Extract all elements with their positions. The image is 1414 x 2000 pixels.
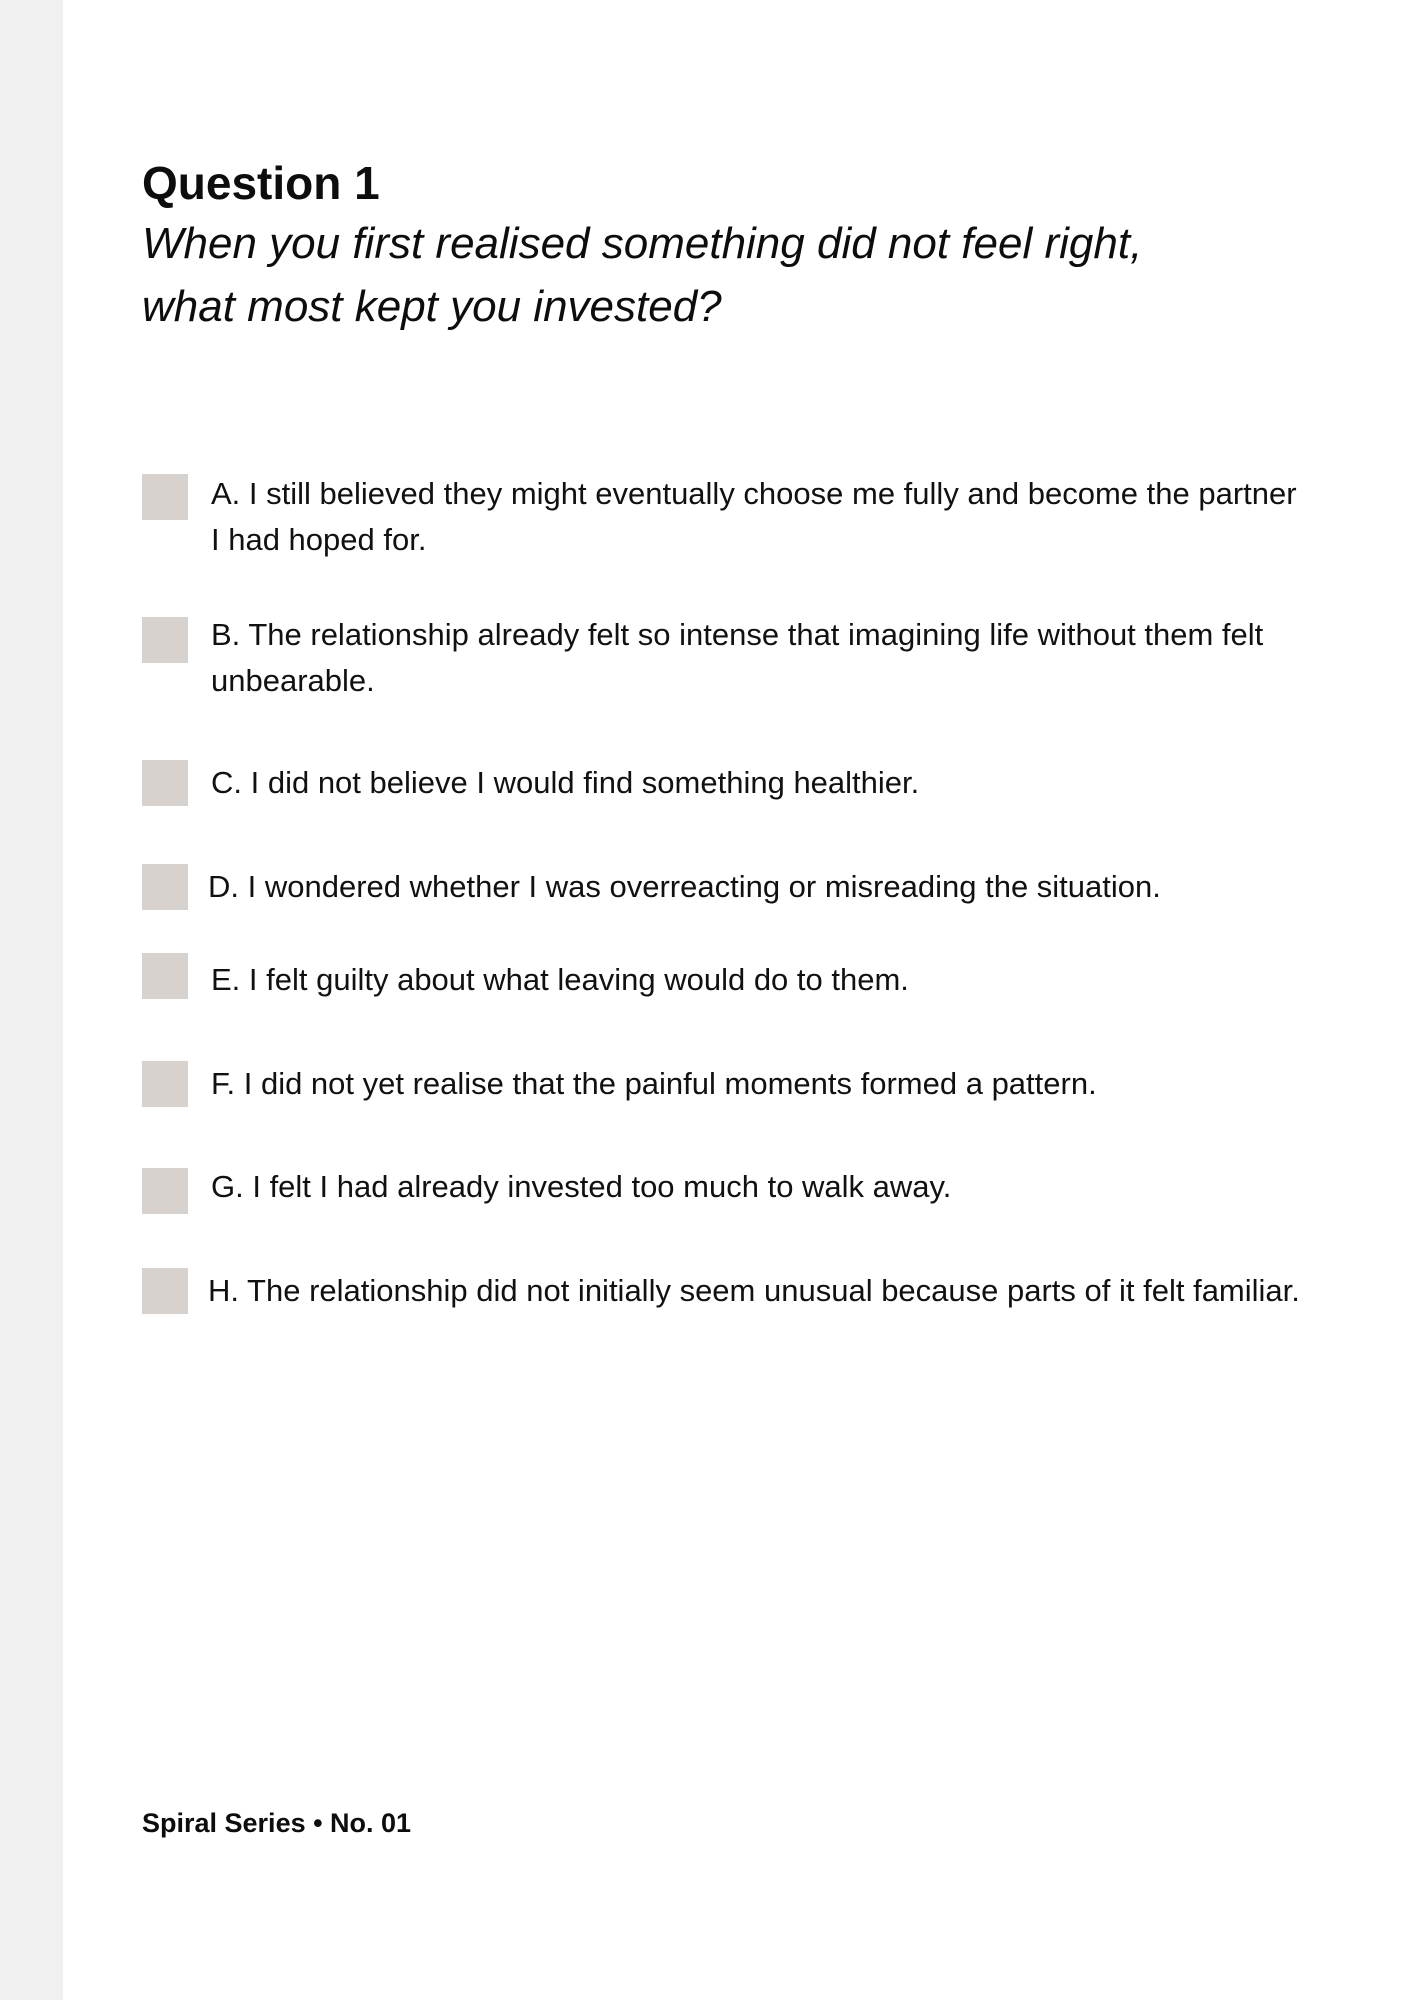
option-c-checkbox[interactable] [142, 760, 188, 806]
question-heading: Question 1 [142, 157, 380, 209]
question-prompt-line-2: what most kept you invested? [142, 282, 722, 331]
option-h-label: H. The relationship did not initially seem unusual because parts of it felt familiar. [208, 1273, 1300, 1308]
question-prompt [142, 212, 1242, 338]
option-b-checkbox[interactable] [142, 617, 188, 663]
option-b-label: B. The relationship already felt so intense that imagining life without them felt unbearable. [211, 617, 1264, 698]
option-e-label: E. I felt guilty about what leaving would do to them. [211, 962, 909, 997]
option-d-checkbox[interactable] [142, 864, 188, 910]
option-d-label: D. I wondered whether I was overreacting or misreading the situation. [208, 869, 1161, 904]
option-a-label: A. I still believed they might eventually choose me fully and become the partner I had hoped for. [211, 476, 1297, 557]
option-f-label: F. I did not yet realise that the painful moments formed a pattern. [211, 1066, 1097, 1101]
option-g-checkbox[interactable] [142, 1168, 188, 1214]
option-h-checkbox[interactable] [142, 1268, 188, 1314]
option-e-checkbox[interactable] [142, 953, 188, 999]
option-a-checkbox[interactable] [142, 474, 188, 520]
series-footer: Spiral Series • No. 01 [142, 1808, 412, 1838]
document-page [63, 0, 1414, 2000]
option-f-checkbox[interactable] [142, 1061, 188, 1107]
option-c-label: C. I did not believe I would find something healthier. [211, 765, 920, 800]
option-g-label: G. I felt I had already invested too much to walk away. [211, 1169, 952, 1204]
question-prompt-line-1: When you first realised something did not feel right, [142, 219, 1143, 268]
